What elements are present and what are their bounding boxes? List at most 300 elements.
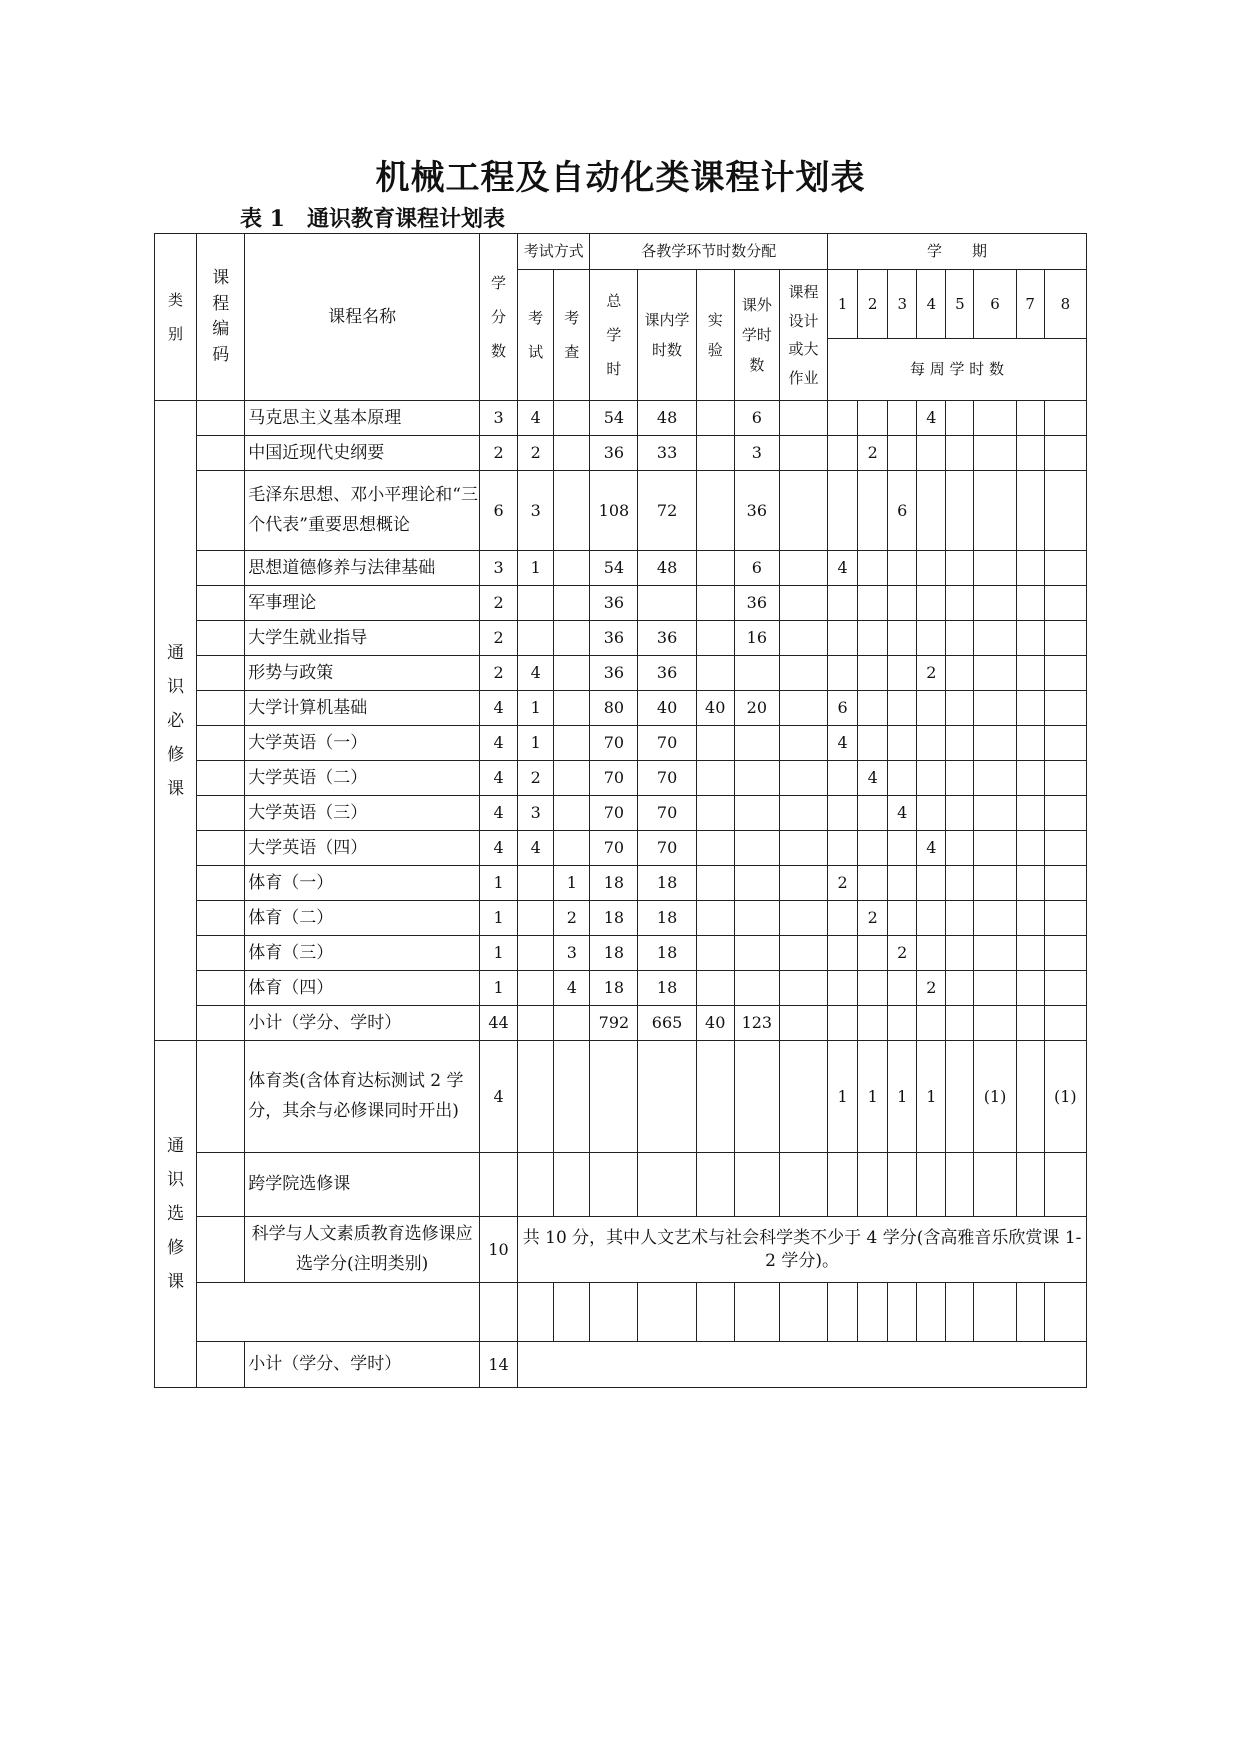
exam-cell: 2 bbox=[518, 761, 554, 796]
semester-8-cell bbox=[1044, 586, 1086, 621]
credits-cell: 3 bbox=[480, 551, 518, 586]
design-cell bbox=[779, 936, 827, 971]
semester-2-cell bbox=[858, 726, 888, 761]
in-class-cell: 18 bbox=[638, 866, 696, 901]
in-class-cell: 72 bbox=[638, 471, 696, 551]
empty-cell bbox=[590, 1283, 638, 1342]
course-code-cell bbox=[197, 866, 245, 901]
table-row bbox=[155, 401, 1087, 436]
course-name-cell: 思想道德修养与法律基础 bbox=[245, 551, 480, 586]
header-semester: 学 期 bbox=[828, 234, 1087, 270]
header-outside-hours: 课外学时数 bbox=[734, 270, 779, 401]
design-cell bbox=[779, 401, 827, 436]
design-cell bbox=[779, 901, 827, 936]
exam-cell bbox=[518, 936, 554, 971]
semester-2-cell bbox=[858, 586, 888, 621]
course-name-cell: 毛泽东思想、邓小平理论和“三个代表”重要思想概论 bbox=[245, 471, 480, 551]
header-weekly-hours: 每 周 学 时 数 bbox=[828, 339, 1087, 401]
design-cell bbox=[779, 656, 827, 691]
empty-cell bbox=[946, 1153, 974, 1217]
semester-4-cell bbox=[917, 866, 946, 901]
total-cell: 36 bbox=[590, 436, 638, 471]
semester-5-cell bbox=[946, 901, 974, 936]
section-elective-label: 通 识 选 修 课 bbox=[155, 1041, 197, 1388]
exam-cell: 4 bbox=[518, 831, 554, 866]
semester-8-cell bbox=[1044, 401, 1086, 436]
semester-7-cell bbox=[1016, 656, 1044, 691]
outside-cell: 6 bbox=[734, 401, 779, 436]
empty-cell bbox=[518, 1041, 554, 1153]
semester-6-cell bbox=[974, 401, 1016, 436]
outside-cell bbox=[734, 761, 779, 796]
header-total-hours: 总 学 时 bbox=[590, 270, 638, 401]
exam-cell bbox=[518, 621, 554, 656]
semester-1-cell: 6 bbox=[828, 691, 858, 726]
course-name-cell: 大学英语（二） bbox=[245, 761, 480, 796]
quality-requirement-note: 共 10 分，其中人文艺术与社会科学类不少于 4 学分(含高雅音乐欣赏课 1-2 学分)。 bbox=[518, 1217, 1087, 1283]
empty-cell bbox=[779, 1153, 827, 1217]
semester-6-cell bbox=[974, 936, 1016, 971]
semester-8-cell bbox=[1044, 621, 1086, 656]
course-name-cell: 中国近现代史纲要 bbox=[245, 436, 480, 471]
exam-cell: 4 bbox=[518, 656, 554, 691]
semester-7-cell bbox=[1016, 1041, 1044, 1153]
course-name-cell: 小计（学分、学时） bbox=[245, 1006, 480, 1041]
semester-2-cell bbox=[858, 866, 888, 901]
semester-8-cell bbox=[1044, 691, 1086, 726]
lab-cell bbox=[696, 936, 734, 971]
empty-cell bbox=[917, 1283, 946, 1342]
course-code-cell bbox=[197, 436, 245, 471]
semester-7-cell bbox=[1016, 436, 1044, 471]
semester-1-cell bbox=[828, 831, 858, 866]
course-name-cell: 体育（一） bbox=[245, 866, 480, 901]
semester-5-cell bbox=[946, 726, 974, 761]
table-row bbox=[155, 1342, 1087, 1388]
credits-cell: 1 bbox=[480, 901, 518, 936]
semester-4-cell bbox=[917, 471, 946, 551]
empty-cell bbox=[888, 1153, 917, 1217]
semester-7-cell bbox=[1016, 726, 1044, 761]
table-row bbox=[155, 726, 1087, 761]
semester-6-cell bbox=[974, 901, 1016, 936]
semester-5-cell bbox=[946, 1006, 974, 1041]
in-class-cell: 70 bbox=[638, 726, 696, 761]
table-row bbox=[155, 1153, 1087, 1217]
semester-4-cell bbox=[917, 586, 946, 621]
header-hours-distribution: 各教学环节时数分配 bbox=[590, 234, 828, 270]
table-row bbox=[155, 831, 1087, 866]
semester-4-cell: 2 bbox=[917, 971, 946, 1006]
semester-7-cell bbox=[1016, 621, 1044, 656]
semester-1-cell bbox=[828, 401, 858, 436]
lab-cell bbox=[696, 656, 734, 691]
semester-5-cell bbox=[946, 761, 974, 796]
semester-5-cell bbox=[946, 436, 974, 471]
empty-cell bbox=[734, 1041, 779, 1153]
check-cell bbox=[554, 551, 590, 586]
semester-7-cell bbox=[1016, 761, 1044, 796]
in-class-cell: 70 bbox=[638, 831, 696, 866]
outside-cell bbox=[734, 726, 779, 761]
semester-7-cell bbox=[1016, 831, 1044, 866]
header-course-design: 课程设计或大作业 bbox=[779, 270, 827, 401]
semester-7-cell bbox=[1016, 401, 1044, 436]
table-subtitle: 表 1 通识教育课程计划表 bbox=[240, 206, 505, 232]
course-code-cell bbox=[197, 471, 245, 551]
table-row bbox=[155, 901, 1087, 936]
course-name-cell: 大学生就业指导 bbox=[245, 621, 480, 656]
semester-3-cell bbox=[888, 401, 917, 436]
semester-4-cell: 1 bbox=[917, 1041, 946, 1153]
empty-cell bbox=[946, 1283, 974, 1342]
outside-cell: 36 bbox=[734, 586, 779, 621]
course-code-cell bbox=[197, 726, 245, 761]
semester-3-cell bbox=[888, 866, 917, 901]
exam-cell: 3 bbox=[518, 796, 554, 831]
empty-cell bbox=[696, 1153, 734, 1217]
credits-cell: 1 bbox=[480, 936, 518, 971]
course-name-cell: 大学英语（四） bbox=[245, 831, 480, 866]
semester-6-cell: (1) bbox=[974, 1041, 1016, 1153]
credits-cell: 1 bbox=[480, 971, 518, 1006]
course-name-cell: 大学英语（三） bbox=[245, 796, 480, 831]
empty-cell bbox=[828, 1283, 858, 1342]
semester-4-cell bbox=[917, 551, 946, 586]
semester-3-cell bbox=[888, 971, 917, 1006]
empty-cell bbox=[518, 1342, 1087, 1388]
semester-3-cell bbox=[888, 726, 917, 761]
semester-8: 8 bbox=[1044, 270, 1086, 339]
header-check: 考 查 bbox=[554, 270, 590, 401]
semester-7-cell bbox=[1016, 901, 1044, 936]
table-row bbox=[155, 796, 1087, 831]
in-class-cell: 70 bbox=[638, 796, 696, 831]
check-cell bbox=[554, 831, 590, 866]
semester-4-cell bbox=[917, 761, 946, 796]
table-row bbox=[155, 621, 1087, 656]
empty-cell bbox=[518, 1153, 554, 1217]
semester-7-cell bbox=[1016, 1006, 1044, 1041]
empty-cell bbox=[858, 1153, 888, 1217]
semester-3-cell bbox=[888, 586, 917, 621]
semester-4-cell: 2 bbox=[917, 656, 946, 691]
outside-cell: 6 bbox=[734, 551, 779, 586]
credits-cell: 2 bbox=[480, 436, 518, 471]
semester-5-cell bbox=[946, 621, 974, 656]
semester-2-cell: 4 bbox=[858, 761, 888, 796]
semester-6-cell bbox=[974, 831, 1016, 866]
semester-8-cell bbox=[1044, 726, 1086, 761]
header-exam-mode: 考试方式 bbox=[518, 234, 590, 270]
design-cell bbox=[779, 551, 827, 586]
outside-cell bbox=[734, 796, 779, 831]
empty-cell bbox=[888, 1283, 917, 1342]
semester-2-cell bbox=[858, 691, 888, 726]
empty-cell bbox=[590, 1153, 638, 1217]
empty-cell bbox=[638, 1283, 696, 1342]
total-cell: 18 bbox=[590, 971, 638, 1006]
semester-6: 6 bbox=[974, 270, 1016, 339]
check-cell bbox=[554, 656, 590, 691]
credits-cell: 3 bbox=[480, 401, 518, 436]
total-cell: 54 bbox=[590, 401, 638, 436]
semester-4: 4 bbox=[917, 270, 946, 339]
course-code-cell bbox=[197, 1041, 245, 1153]
semester-7-cell bbox=[1016, 796, 1044, 831]
semester-3: 3 bbox=[888, 270, 917, 339]
course-code-cell bbox=[197, 761, 245, 796]
semester-4-cell bbox=[917, 796, 946, 831]
course-name-cell: 跨学院选修课 bbox=[245, 1153, 480, 1217]
outside-cell: 3 bbox=[734, 436, 779, 471]
check-cell: 3 bbox=[554, 936, 590, 971]
empty-cell bbox=[638, 1041, 696, 1153]
semester-4-cell bbox=[917, 621, 946, 656]
table-row bbox=[155, 866, 1087, 901]
semester-2-cell bbox=[858, 1006, 888, 1041]
semester-2-cell bbox=[858, 971, 888, 1006]
semester-2-cell: 2 bbox=[858, 901, 888, 936]
exam-cell bbox=[518, 901, 554, 936]
empty-cell bbox=[917, 1153, 946, 1217]
semester-3-cell bbox=[888, 1006, 917, 1041]
course-plan-table bbox=[154, 233, 1087, 1388]
empty-cell bbox=[554, 1153, 590, 1217]
in-class-cell bbox=[638, 586, 696, 621]
in-class-cell: 665 bbox=[638, 1006, 696, 1041]
table-row bbox=[155, 586, 1087, 621]
table-row bbox=[155, 471, 1087, 551]
semester-5-cell bbox=[946, 1041, 974, 1153]
semester-2-cell bbox=[858, 796, 888, 831]
total-cell: 18 bbox=[590, 901, 638, 936]
semester-1-cell: 2 bbox=[828, 866, 858, 901]
outside-cell bbox=[734, 936, 779, 971]
semester-1-cell bbox=[828, 971, 858, 1006]
credits-cell: 6 bbox=[480, 471, 518, 551]
credits-cell: 4 bbox=[480, 691, 518, 726]
semester-3-cell bbox=[888, 831, 917, 866]
header-in-class-hours: 课内学时数 bbox=[638, 270, 696, 401]
semester-5-cell bbox=[946, 586, 974, 621]
in-class-cell: 18 bbox=[638, 936, 696, 971]
semester-2-cell bbox=[858, 471, 888, 551]
course-code-cell bbox=[197, 656, 245, 691]
semester-4-cell: 4 bbox=[917, 401, 946, 436]
exam-cell: 1 bbox=[518, 551, 554, 586]
semester-2-cell: 2 bbox=[858, 436, 888, 471]
semester-5-cell bbox=[946, 866, 974, 901]
check-cell: 4 bbox=[554, 971, 590, 1006]
semester-5-cell bbox=[946, 971, 974, 1006]
header-category: 类 别 bbox=[155, 234, 197, 401]
credits-cell: 2 bbox=[480, 586, 518, 621]
outside-cell bbox=[734, 971, 779, 1006]
empty-cell bbox=[779, 1283, 827, 1342]
course-name-cell: 体育（二） bbox=[245, 901, 480, 936]
exam-cell: 2 bbox=[518, 436, 554, 471]
design-cell bbox=[779, 866, 827, 901]
in-class-cell: 36 bbox=[638, 656, 696, 691]
semester-2-cell bbox=[858, 401, 888, 436]
lab-cell bbox=[696, 586, 734, 621]
semester-1-cell bbox=[828, 901, 858, 936]
table-row bbox=[155, 971, 1087, 1006]
empty-cell bbox=[1044, 1153, 1086, 1217]
semester-6-cell bbox=[974, 471, 1016, 551]
total-cell: 792 bbox=[590, 1006, 638, 1041]
total-cell: 70 bbox=[590, 726, 638, 761]
total-cell: 36 bbox=[590, 621, 638, 656]
total-cell: 108 bbox=[590, 471, 638, 551]
empty-cell bbox=[1016, 1283, 1044, 1342]
course-code-cell bbox=[197, 1006, 245, 1041]
semester-3-cell bbox=[888, 901, 917, 936]
semester-7-cell bbox=[1016, 936, 1044, 971]
table-row bbox=[155, 936, 1087, 971]
semester-4-cell bbox=[917, 936, 946, 971]
check-cell bbox=[554, 471, 590, 551]
in-class-cell: 18 bbox=[638, 971, 696, 1006]
total-cell: 80 bbox=[590, 691, 638, 726]
semester-7-cell bbox=[1016, 971, 1044, 1006]
outside-cell bbox=[734, 831, 779, 866]
course-code-cell bbox=[197, 586, 245, 621]
total-cell: 18 bbox=[590, 866, 638, 901]
total-cell: 54 bbox=[590, 551, 638, 586]
semester-6-cell bbox=[974, 1006, 1016, 1041]
table-row bbox=[155, 1217, 1087, 1283]
lab-cell bbox=[696, 971, 734, 1006]
exam-cell: 3 bbox=[518, 471, 554, 551]
outside-cell: 20 bbox=[734, 691, 779, 726]
semester-2-cell bbox=[858, 551, 888, 586]
course-code-cell bbox=[197, 936, 245, 971]
table-row bbox=[155, 1006, 1087, 1041]
exam-cell bbox=[518, 586, 554, 621]
total-cell: 36 bbox=[590, 656, 638, 691]
semester-2-cell: 1 bbox=[858, 1041, 888, 1153]
course-name-cell: 马克思主义基本原理 bbox=[245, 401, 480, 436]
in-class-cell: 33 bbox=[638, 436, 696, 471]
credits-cell: 4 bbox=[480, 761, 518, 796]
semester-3-cell bbox=[888, 691, 917, 726]
semester-8-cell bbox=[1044, 471, 1086, 551]
semester-5-cell bbox=[946, 401, 974, 436]
semester-4-cell bbox=[917, 726, 946, 761]
header-credits: 学 分 数 bbox=[480, 234, 518, 401]
semester-8-cell bbox=[1044, 901, 1086, 936]
check-cell bbox=[554, 586, 590, 621]
check-cell bbox=[554, 761, 590, 796]
semester-1-cell bbox=[828, 936, 858, 971]
empty-cell bbox=[974, 1153, 1016, 1217]
design-cell bbox=[779, 971, 827, 1006]
course-name-cell: 科学与人文素质教育选修课应选学分(注明类别) bbox=[245, 1217, 480, 1283]
course-code-cell bbox=[197, 1217, 245, 1283]
semester-3-cell: 1 bbox=[888, 1041, 917, 1153]
in-class-cell: 40 bbox=[638, 691, 696, 726]
header-course-name: 课程名称 bbox=[245, 234, 480, 401]
semester-8-cell bbox=[1044, 866, 1086, 901]
semester-5-cell bbox=[946, 551, 974, 586]
semester-3-cell: 6 bbox=[888, 471, 917, 551]
course-code-cell bbox=[197, 1153, 245, 1217]
semester-6-cell bbox=[974, 586, 1016, 621]
semester-5-cell bbox=[946, 936, 974, 971]
table-row bbox=[155, 691, 1087, 726]
outside-cell: 16 bbox=[734, 621, 779, 656]
exam-cell: 1 bbox=[518, 726, 554, 761]
semester-2-cell bbox=[858, 621, 888, 656]
semester-7-cell bbox=[1016, 586, 1044, 621]
course-code-cell bbox=[197, 971, 245, 1006]
empty-cell bbox=[858, 1283, 888, 1342]
course-code-cell bbox=[197, 401, 245, 436]
semester-1-cell bbox=[828, 471, 858, 551]
semester-2: 2 bbox=[858, 270, 888, 339]
course-code-cell bbox=[197, 901, 245, 936]
course-code-cell bbox=[197, 796, 245, 831]
semester-6-cell bbox=[974, 621, 1016, 656]
section-required-label: 通 识 必 修 课 bbox=[155, 401, 197, 1041]
course-name-cell: 军事理论 bbox=[245, 586, 480, 621]
exam-cell bbox=[518, 1006, 554, 1041]
semester-6-cell bbox=[974, 436, 1016, 471]
semester-1-cell: 4 bbox=[828, 551, 858, 586]
lab-cell: 40 bbox=[696, 1006, 734, 1041]
check-cell bbox=[554, 436, 590, 471]
total-cell: 70 bbox=[590, 831, 638, 866]
credits-cell: 2 bbox=[480, 621, 518, 656]
semester-5-cell bbox=[946, 691, 974, 726]
in-class-cell: 36 bbox=[638, 621, 696, 656]
lab-cell bbox=[696, 551, 734, 586]
course-name-cell: 大学英语（一） bbox=[245, 726, 480, 761]
design-cell bbox=[779, 726, 827, 761]
course-code-cell bbox=[197, 621, 245, 656]
course-code-cell bbox=[197, 691, 245, 726]
course-name-cell: 体育（三） bbox=[245, 936, 480, 971]
semester-4-cell bbox=[917, 691, 946, 726]
table-row bbox=[155, 761, 1087, 796]
semester-8-cell bbox=[1044, 1006, 1086, 1041]
in-class-cell: 48 bbox=[638, 401, 696, 436]
course-name-cell: 大学计算机基础 bbox=[245, 691, 480, 726]
design-cell bbox=[779, 436, 827, 471]
empty-cell bbox=[638, 1153, 696, 1217]
course-code-cell bbox=[197, 1342, 245, 1388]
total-cell: 18 bbox=[590, 936, 638, 971]
table-row bbox=[155, 551, 1087, 586]
semester-4-cell bbox=[917, 436, 946, 471]
empty-cell bbox=[779, 1041, 827, 1153]
in-class-cell: 70 bbox=[638, 761, 696, 796]
lab-cell: 40 bbox=[696, 691, 734, 726]
semester-6-cell bbox=[974, 971, 1016, 1006]
semester-1-cell: 1 bbox=[828, 1041, 858, 1153]
semester-8-cell bbox=[1044, 796, 1086, 831]
design-cell bbox=[779, 691, 827, 726]
check-cell bbox=[554, 796, 590, 831]
semester-8-cell bbox=[1044, 656, 1086, 691]
exam-cell: 1 bbox=[518, 691, 554, 726]
credits-cell: 4 bbox=[480, 796, 518, 831]
semester-5-cell bbox=[946, 796, 974, 831]
check-cell bbox=[554, 1006, 590, 1041]
empty-cell bbox=[480, 1153, 518, 1217]
